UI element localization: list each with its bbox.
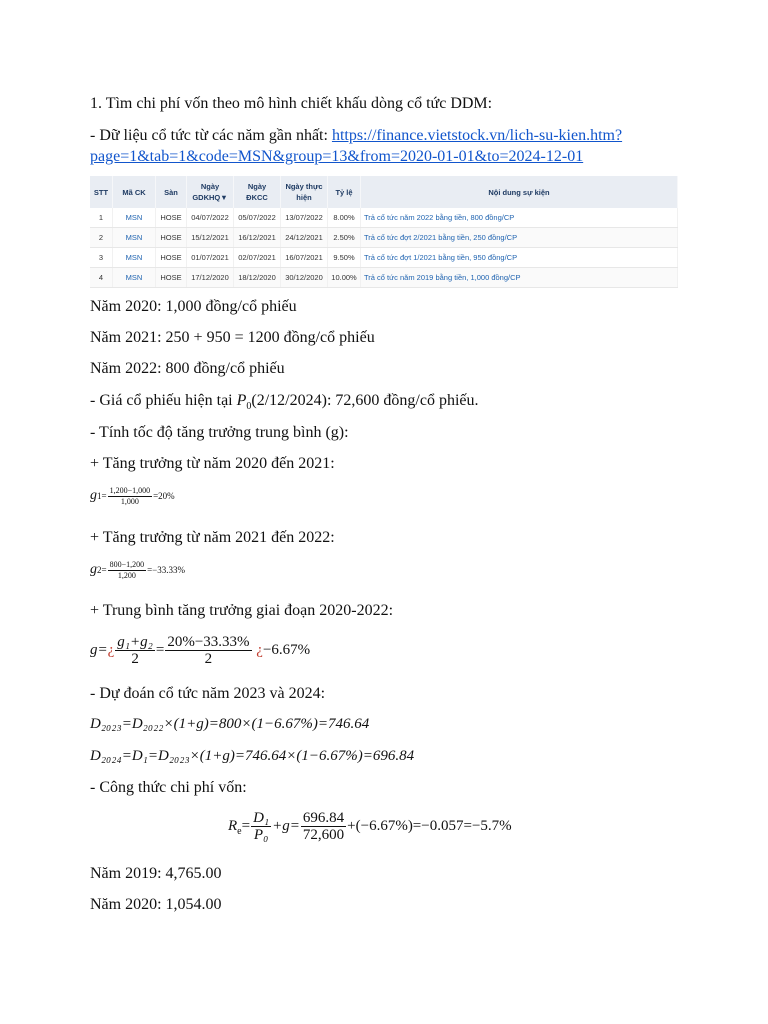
price-value: : 72,600 đồng/cổ phiếu. [326,392,479,409]
cell-ma-ck[interactable]: MSN [113,268,156,288]
table-row [90,248,678,268]
col-ty-le: Tỷ lệ [328,176,361,208]
cell-noi-dung[interactable]: Trả cổ tức đợt 2/2021 bằng tiền, 250 đồng/CP [361,228,678,248]
g1-subscript: 1 [97,491,102,502]
source-line [90,126,622,146]
source-link-cont[interactable]: page=1&tab=1&code=MSN&group=13&from=2020-01-01&to=2024-12-01 [90,148,584,165]
cell-noi-dung[interactable]: Trả cổ tức năm 2022 bằng tiền, 800 đồng/CP [361,208,678,228]
g2-denominator: 1,200 [117,571,136,580]
cell-noi-dung[interactable]: Trả cổ tức năm 2019 bằng tiền, 1,000 đồng/CP [361,268,678,288]
cell-dkcc: 18/12/2020 [234,268,281,288]
cell-stt: 4 [90,268,113,288]
cell-gdkhq: 04/07/2022 [187,208,234,228]
value-2020: Năm 2020: 1,054.00 [90,896,222,913]
g1-denominator: 1,000 [120,497,139,506]
g2-numerator: 800−1,200 [109,560,145,569]
cell-thuc-hien: 24/12/2021 [281,228,328,248]
cell-san: HOSE [156,268,187,288]
cell-gdkhq: 15/12/2021 [187,228,234,248]
table-row [90,228,678,248]
price-label: - Giá cổ phiếu hiện tại [90,392,237,409]
re-fraction-numeric [301,810,346,843]
g1-equation: g1= $\frac{1,200-1,000}{1,000}$ =20% [90,486,175,506]
forecast-title: - Dự đoán cổ tức năm 2023 và 2024: [90,685,326,702]
growth-title: - Tính tốc độ tăng trưởng trung bình (g): [90,424,349,441]
cell-dkcc: 02/07/2021 [234,248,281,268]
g1-result: =20% [153,491,175,502]
cell-dkcc: 16/12/2021 [234,228,281,248]
source-link[interactable]: https://finance.vietstock.vn/lich-su-kien.htm? [331,127,623,144]
cell-thuc-hien: 16/07/2021 [281,248,328,268]
re-subscript: e [237,825,242,837]
g2-equation: g2= $\frac{800-1,200}{1,200}$ =−33.33% [90,560,185,580]
cell-ty-le: 9.50% [328,248,361,268]
cell-ma-ck[interactable]: MSN [113,228,156,248]
g-fraction-numeric [165,634,251,667]
g-numerator: g₁+g₂ [117,634,153,650]
table-row [90,268,678,288]
price-symbol: P [236,392,247,409]
cell-san: HOSE [156,208,187,228]
g-glyph-left: ¿ [107,641,115,658]
g-result: −6.67% [262,641,311,658]
g2-fraction [108,560,147,581]
cell-thuc-hien: 13/07/2022 [281,208,328,228]
g-denominator: 2 [131,651,139,667]
g-fraction-symbolic [115,634,155,667]
cell-san: HOSE [156,228,187,248]
d2024-equation: D₂₀₂₄=D₁=D₂₀₂₃×(1+g)=746.64×(1−6.67%)=696.84 [90,748,415,764]
source-label: - Dữ liệu cổ tức từ các năm gần nhất: [90,127,332,144]
cell-stt: 1 [90,208,113,228]
cell-gdkhq: 17/12/2020 [187,268,234,288]
g-lhs: g= [90,641,108,658]
re-fraction-symbolic [251,810,271,843]
g2-subscript: 2 [97,565,102,576]
price-date: (2/12/2024) [251,392,327,409]
cell-ty-le: 2.50% [328,228,361,248]
re-denominator-numeric: 72,600 [302,827,345,843]
table-row [90,208,678,228]
cost-of-capital-title: - Công thức chi phí vốn: [90,779,247,796]
dividend-2021: Năm 2021: 250 + 950 = 1200 đồng/cổ phiếu [90,329,375,346]
growth-2021-2022-label: + Tăng trưởng từ năm 2021 đến 2022: [90,529,335,546]
col-ngay-gdkhq[interactable]: Ngày GDKHQ▼ [187,176,234,208]
cell-ma-ck[interactable]: MSN [113,248,156,268]
cell-noi-dung[interactable]: Trả cổ tức đợt 1/2021 bằng tiền, 950 đồng/CP [361,248,678,268]
source-line-2 [90,147,583,167]
re-result: +(−6.67%)=−0.057=−5.7% [347,817,512,834]
g1-fraction [108,486,153,507]
dividend-2022: Năm 2022: 800 đồng/cổ phiếu [90,360,285,377]
g-denominator-numeric: 2 [204,651,213,667]
g2-result: =−33.33% [147,565,185,576]
cell-ty-le: 8.00% [328,208,361,228]
col-ngay-thuc-hien: Ngày thực hiện [281,176,328,208]
re-denominator: P₀ [253,827,269,843]
re-equation [228,810,512,843]
growth-2020-2021-label: + Tăng trưởng từ năm 2020 đến 2021: [90,455,335,472]
col-stt: STT [90,176,113,208]
section-heading: 1. Tìm chi phí vốn theo mô hình chiết khấu dòng cổ tức DDM: [90,95,493,112]
current-price-line [90,391,479,417]
cell-gdkhq: 01/07/2021 [187,248,234,268]
g2-symbol: g [90,562,97,578]
cell-thuc-hien: 30/12/2020 [281,268,328,288]
re-equals: = [241,817,251,834]
g1-symbol: g [90,488,97,504]
dividend-2020: Năm 2020: 1,000 đồng/cổ phiếu [90,298,297,315]
growth-average-label: + Trung bình tăng trưởng giai đoạn 2020-2022: [90,602,394,619]
col-ngay-dkcc: Ngày ĐKCC [234,176,281,208]
dividend-events-table [90,176,678,288]
col-san: Sàn [156,176,187,208]
cell-san: HOSE [156,248,187,268]
table-header-row [90,176,678,208]
re-numerator: D₁ [253,810,270,826]
cell-dkcc: 05/07/2022 [234,208,281,228]
value-2019: Năm 2019: 4,765.00 [90,865,222,882]
price-subscript: 0 [246,401,252,412]
d2023-equation: D₂₀₂₃=D₂₀₂₂×(1+g)=800×(1−6.67%)=746.64 [90,716,370,732]
cell-stt: 3 [90,248,113,268]
cell-ty-le: 10.00% [328,268,361,288]
g1-numerator: 1,200−1,000 [109,486,151,495]
g-average-equation: g=¿ $\frac{\text{g₁+g₂}}{2}$ = $\frac{20\%-33.33\%}{2}$ ¿−6.67% [90,634,311,667]
cell-stt: 2 [90,228,113,248]
col-ma-ck: Mã CK [113,176,156,208]
re-symbol: R [228,817,238,834]
col-noi-dung: Nội dung sự kiện [361,176,678,208]
re-numerator-numeric: 696.84 [302,810,345,826]
re-plus-g: +g= [272,817,300,834]
g-glyph-right: ¿ [256,641,263,658]
cell-ma-ck[interactable]: MSN [113,208,156,228]
g-numerator-numeric: 20%−33.33% [167,634,250,650]
